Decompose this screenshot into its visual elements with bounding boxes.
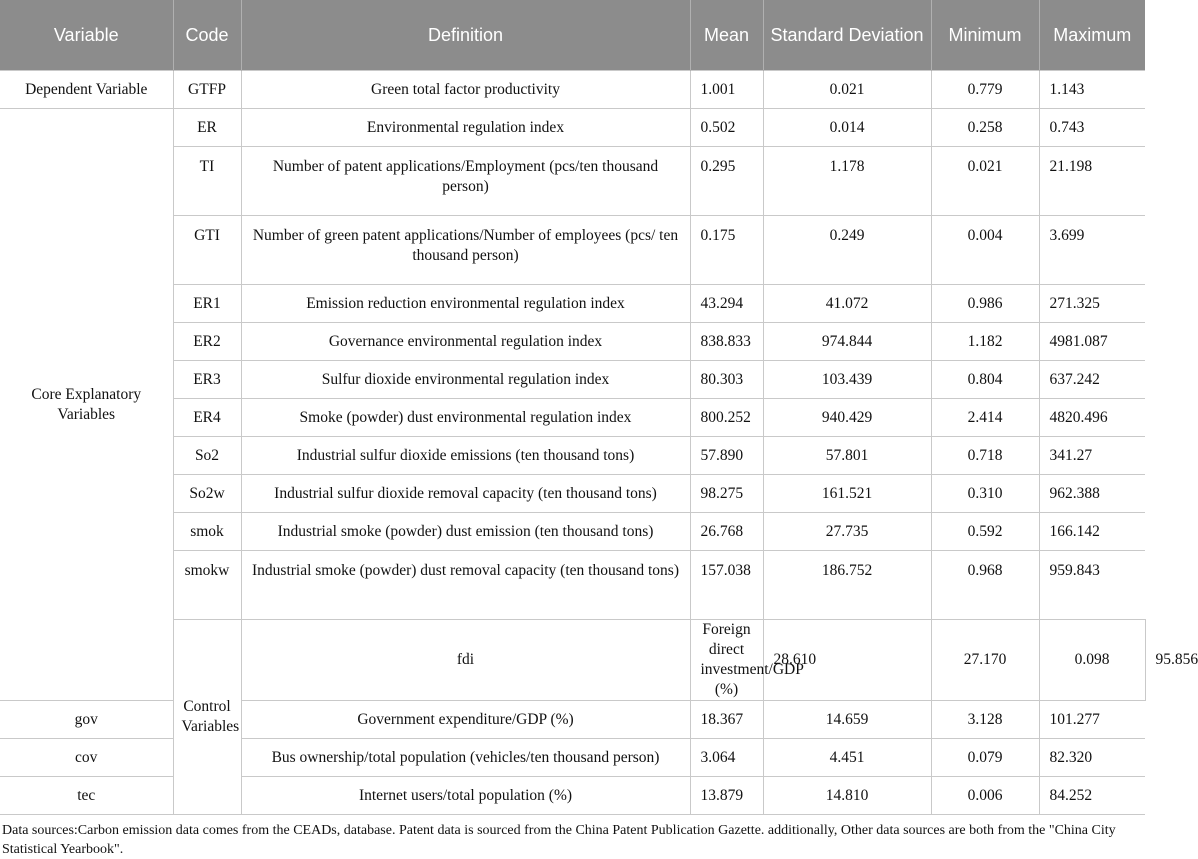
table-row xyxy=(0,109,1145,147)
cell-code: tec xyxy=(0,777,173,815)
cell-mean: 13.879 xyxy=(690,777,763,815)
cell-sd: 14.659 xyxy=(763,701,931,739)
cell-min: 0.986 xyxy=(931,285,1039,323)
cell-min: 0.968 xyxy=(931,551,1039,620)
cell-definition: Sulfur dioxide environmental regulation index xyxy=(241,361,690,399)
cell-mean: 28.610 xyxy=(763,620,931,701)
group-label-control: Control Variables xyxy=(173,620,241,815)
cell-mean: 0.502 xyxy=(690,109,763,147)
cell-min: 0.310 xyxy=(931,475,1039,513)
cell-mean: 800.252 xyxy=(690,399,763,437)
cell-mean: 98.275 xyxy=(690,475,763,513)
cell-min: 0.779 xyxy=(931,71,1039,109)
header-row xyxy=(0,0,1145,71)
header-variable: Variable xyxy=(0,0,173,71)
cell-max: 4820.496 xyxy=(1039,399,1145,437)
cell-mean: 0.175 xyxy=(690,216,763,285)
cell-code: TI xyxy=(173,147,241,216)
cell-sd: 186.752 xyxy=(763,551,931,620)
cell-mean: 18.367 xyxy=(690,701,763,739)
table-footnote: Data sources:Carbon emission data comes from the CEADs, database. Patent data is sourced from the China Patent Publication Gazette. additionally, Other data sources are both from the "China City Statistical Yearbook". xyxy=(2,823,1116,857)
cell-sd: 0.249 xyxy=(763,216,931,285)
table-row xyxy=(0,71,1145,109)
cell-sd: 940.429 xyxy=(763,399,931,437)
cell-mean: 43.294 xyxy=(690,285,763,323)
cell-min: 0.079 xyxy=(931,739,1039,777)
cell-mean: 80.303 xyxy=(690,361,763,399)
cell-min: 0.004 xyxy=(931,216,1039,285)
table-row: Control Variables fdi Foreign direct investment/GDP (%) 28.610 27.170 0.098 95.856 xyxy=(0,620,1145,701)
cell-mean: 26.768 xyxy=(690,513,763,551)
cell-definition: Internet users/total population (%) xyxy=(241,777,690,815)
cell-code: fdi xyxy=(241,620,690,701)
cell-definition: Smoke (powder) dust environmental regulation index xyxy=(241,399,690,437)
cell-max: 21.198 xyxy=(1039,147,1145,216)
cell-sd: 4.451 xyxy=(763,739,931,777)
cell-definition: Number of green patent applications/Number of employees (pcs/ ten thousand person) xyxy=(241,216,690,285)
cell-max: 271.325 xyxy=(1039,285,1145,323)
cell-definition: Green total factor productivity xyxy=(241,71,690,109)
cell-code: ER3 xyxy=(173,361,241,399)
cell-code: ER1 xyxy=(173,285,241,323)
cell-min: 3.128 xyxy=(931,701,1039,739)
cell-code: gov xyxy=(0,701,173,739)
header-definition: Definition xyxy=(241,0,690,71)
cell-definition: Industrial sulfur dioxide emissions (ten thousand tons) xyxy=(241,437,690,475)
cell-min: 0.006 xyxy=(931,777,1039,815)
cell-definition: Bus ownership/total population (vehicles/ten thousand person) xyxy=(241,739,690,777)
cell-definition: Industrial smoke (powder) dust emission (ten thousand tons) xyxy=(241,513,690,551)
header-mean: Mean xyxy=(690,0,763,71)
cell-sd: 103.439 xyxy=(763,361,931,399)
group-label-core: Core Explanatory Variables xyxy=(0,109,173,701)
cell-max: 959.843 xyxy=(1039,551,1145,620)
cell-definition: Foreign direct investment/GDP (%) xyxy=(690,620,763,701)
cell-sd: 14.810 xyxy=(763,777,931,815)
cell-max: 166.142 xyxy=(1039,513,1145,551)
cell-definition: Governance environmental regulation index xyxy=(241,323,690,361)
cell-code: cov xyxy=(0,739,173,777)
cell-max: 962.388 xyxy=(1039,475,1145,513)
cell-min: 0.258 xyxy=(931,109,1039,147)
header-minimum: Minimum xyxy=(931,0,1039,71)
cell-sd: 0.021 xyxy=(763,71,931,109)
table-row xyxy=(0,739,1145,777)
cell-mean: 157.038 xyxy=(690,551,763,620)
cell-definition: Industrial sulfur dioxide removal capacity (ten thousand tons) xyxy=(241,475,690,513)
cell-max: 1.143 xyxy=(1039,71,1145,109)
cell-sd: 27.170 xyxy=(931,620,1039,701)
cell-code: ER xyxy=(173,109,241,147)
cell-min: 2.414 xyxy=(931,399,1039,437)
cell-code: ER2 xyxy=(173,323,241,361)
cell-max: 84.252 xyxy=(1039,777,1145,815)
cell-sd: 1.178 xyxy=(763,147,931,216)
cell-definition: Emission reduction environmental regulation index xyxy=(241,285,690,323)
cell-code: smok xyxy=(173,513,241,551)
cell-code: So2w xyxy=(173,475,241,513)
cell-code: ER4 xyxy=(173,399,241,437)
cell-sd: 0.014 xyxy=(763,109,931,147)
header-code: Code xyxy=(173,0,241,71)
cell-max: 3.699 xyxy=(1039,216,1145,285)
cell-max: 4981.087 xyxy=(1039,323,1145,361)
cell-sd: 41.072 xyxy=(763,285,931,323)
cell-min: 0.804 xyxy=(931,361,1039,399)
cell-code: GTI xyxy=(173,216,241,285)
cell-min: 1.182 xyxy=(931,323,1039,361)
cell-definition: Industrial smoke (powder) dust removal capacity (ten thousand tons) xyxy=(241,551,690,620)
table-row xyxy=(0,701,1145,739)
cell-definition: Government expenditure/GDP (%) xyxy=(241,701,690,739)
cell-sd: 57.801 xyxy=(763,437,931,475)
cell-mean: 57.890 xyxy=(690,437,763,475)
table-row xyxy=(0,777,1145,815)
cell-sd: 974.844 xyxy=(763,323,931,361)
cell-min: 0.021 xyxy=(931,147,1039,216)
cell-code: So2 xyxy=(173,437,241,475)
cell-max: 101.277 xyxy=(1039,701,1145,739)
cell-code: smokw xyxy=(173,551,241,620)
cell-definition: Number of patent applications/Employment (pcs/ten thousand person) xyxy=(241,147,690,216)
group-label-dependent: Dependent Variable xyxy=(0,71,173,109)
cell-max: 82.320 xyxy=(1039,739,1145,777)
header-standard-deviation: Standard Deviation xyxy=(763,0,931,71)
cell-definition: Environmental regulation index xyxy=(241,109,690,147)
cell-code: GTFP xyxy=(173,71,241,109)
header-maximum: Maximum xyxy=(1039,0,1145,71)
cell-min: 0.592 xyxy=(931,513,1039,551)
cell-mean: 0.295 xyxy=(690,147,763,216)
cell-sd: 161.521 xyxy=(763,475,931,513)
cell-max: 341.27 xyxy=(1039,437,1145,475)
cell-mean: 838.833 xyxy=(690,323,763,361)
cell-max: 637.242 xyxy=(1039,361,1145,399)
cell-min: 0.098 xyxy=(1039,620,1145,701)
cell-max: 0.743 xyxy=(1039,109,1145,147)
cell-mean: 3.064 xyxy=(690,739,763,777)
cell-mean: 1.001 xyxy=(690,71,763,109)
cell-min: 0.718 xyxy=(931,437,1039,475)
cell-sd: 27.735 xyxy=(763,513,931,551)
